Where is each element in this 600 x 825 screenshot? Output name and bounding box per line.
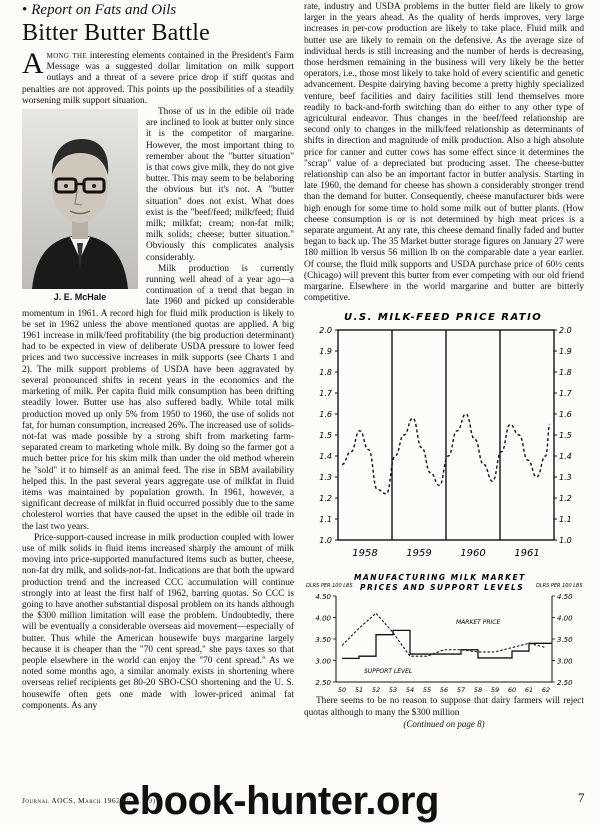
journal-footer: Journal AOCS, March 1962 (Vol. 39) <box>22 796 156 805</box>
chart2-left-unit: DLRS PER 100 LBS <box>306 583 353 590</box>
chart2-ytick-label-right: 3.00 <box>557 657 573 666</box>
chart2-title-line2: PRICES AND SUPPORT LEVELS <box>360 583 525 593</box>
lead-smallcaps: mong the <box>46 51 87 61</box>
chart2-ytick-label-right: 2.50 <box>557 679 573 688</box>
section-kicker: • Report on Fats and Oils <box>22 2 177 18</box>
chart1-ytick-label-right: 1.4 <box>559 452 572 462</box>
chart1-ytick-label-left: 1.1 <box>319 515 332 525</box>
chart2-year-label: 52 <box>371 686 381 695</box>
chart1-ytick-label-right: 1.6 <box>559 410 572 420</box>
chart2-title-line1: MANUFACTURING MILK MARKET <box>354 573 526 583</box>
paragraph-2: Those of us in the edible oil trade are inclined to look at butter only since it is the competitor of margarine. However, the most important thing to remember about the "butter situation" is that cows give milk, they do not give butter. This may seem to be belaboring the obvious but it's not. A "butter situation" does not exist. What does exist is the "beef/feed; milk/feed; fluid milk; milkfat; cream; non-fat milk; milk solids; cheese; butter situation." Obviously this complicates analysis considerably. <box>146 107 294 263</box>
watermark: ebook-hunter.org <box>118 779 439 823</box>
chart1-ytick-label-right: 1.2 <box>559 494 572 504</box>
paragraph-4: Price-support-caused increase in milk production coupled with lower use of milk solids in fluid items increased sharply the amount of milk moving into price-supported manufactured items such as butter, cheese, non-fat dry milk, and solids-not-fat. Indications are that both the upward production trend and the increased CCC accumulation will continue strongly into at least the first half of 1962, barring quotas. So CCC is going to have another substantial disposal problem on its hands although the $300 million limitation will ease the problem. Undoubtedly, there will be eventually a considerable overseas aid movement—especially of butter. Thus while the American housewife buys margarine largely because it is cheaper than the "70 cent spread," she pays taxes so that people elsewhere in the world can enjoy the "70 cent spread." As we noted some months ago, a similar anomaly exists in shortening where overseas relief recipients get 80-20 SBO-CSO shortening and the U. S. housewife often gets one made with lower-priced animal fat components. As any <box>22 532 294 711</box>
chart1-year-label: 1959 <box>406 548 432 560</box>
chart2-ytick-label-left: 4.50 <box>315 593 331 602</box>
chart1-ytick-label-right: 2.0 <box>559 326 572 336</box>
article-headline: Bitter Butter Battle <box>22 20 210 46</box>
chart1-ytick-label-right: 1.0 <box>559 536 572 546</box>
chart2-year-label: 55 <box>422 686 432 695</box>
chart2-year-label: 50 <box>337 686 347 695</box>
chart1-year-label: 1960 <box>460 548 486 560</box>
chart1-ytick-label-left: 1.4 <box>319 452 332 462</box>
chart2-ytick-label-right: 3.50 <box>557 636 573 645</box>
support-level-label: SUPPORT LEVEL <box>364 668 413 676</box>
chart1-ytick-label-right: 1.1 <box>559 515 572 525</box>
support-level-line <box>342 631 552 659</box>
chart1-year-label: 1961 <box>514 548 540 560</box>
chart1-ytick-label-left: 1.5 <box>319 431 332 441</box>
chart1-ytick-label-right: 1.7 <box>559 389 572 399</box>
left-column <box>22 2 294 712</box>
chart2-year-label: 60 <box>507 686 517 695</box>
chart1-ytick-label-right: 1.9 <box>559 347 572 357</box>
author-photo-block <box>22 109 138 302</box>
chart1-ytick-label-left: 1.3 <box>319 473 332 483</box>
market-price-support-chart <box>304 570 584 696</box>
market-price-line <box>342 614 546 657</box>
chart2-year-label: 54 <box>405 686 415 695</box>
chart2-year-label: 53 <box>388 686 398 695</box>
paragraph-5: rate, industry and USDA problems in the butter field are likely to grow larger in the years ahead. As the quality of herds improves, very large increases in per-cow production are likely to take place. Fluid milk and butter use are likely to remain on the defensive. As the average size of individual herds is still increasing and the number of herds is decreasing, those herdsmen remaining in the business will very likely be the better operators, i.e., those most likely to take hold of every scientific and genetic advancement. Despite dairying having become a pretty highly specialized venture, beef facilities and dairy facilities still lend themselves more readily to back-and-forth switching than do either to any other type of agricultural endeavor. Thus changes in the beef/feed relationship are second only to changes in the milk/feed relationship as determinants of shifts in direction and magnitude of milk production. Also a high absolute price for canner and cutter cows has some effect since it determines the "scrap" value of a depreciated but producing asset. The cheese-butter relationship can also be an important factor in butter analysis. Starting in late 1960, the demand for cheese has shown a considerably stronger trend than the demand for butter. Consequently, cheese manufacturer bids were high enough for some time to hold some milk out of butter plants. (How cheese consumption is or is not determined by high meat prices is a separate argument. At any rate, this cheese demand finally faded and butter began to back up. The 35 Market butter storage figures on January 27 were 180 million lb versus 56 million lb on the comparable date a year earlier. Of course, the fluid milk supports and USDA purchase price of 60½ cents (Chicago) will prevent this butter from ever competing with our old friend margarine. Elsewhere in the world margarine and butter are bitterly competitive. <box>304 2 584 304</box>
chart2-year-label: 51 <box>354 686 364 695</box>
chart2-year-label: 58 <box>473 686 483 695</box>
chart2-ytick-label-left: 2.50 <box>315 679 331 688</box>
right-column <box>304 2 584 729</box>
paragraph-6: There seems to be no reason to suppose that dairy farmers will reject quotas although to many the $300 million <box>304 696 584 718</box>
chart1-ytick-label-left: 1.2 <box>319 494 332 504</box>
chart1-ytick-label-right: 1.5 <box>559 431 572 441</box>
chart1-ytick-label-left: 1.6 <box>319 410 332 420</box>
chart1-ytick-label-left: 2.0 <box>319 326 332 336</box>
chart2-ytick-label-right: 4.00 <box>557 614 573 623</box>
drop-cap: A <box>22 47 44 80</box>
photo-caption: J. E. McHale <box>53 292 107 303</box>
chart2-year-label: 56 <box>439 686 449 695</box>
chart2-year-label: 61 <box>524 686 534 695</box>
chart2-year-label: 62 <box>541 686 551 695</box>
continued-note: (Continued on page 8) <box>403 718 485 729</box>
page-number: 7 <box>578 790 585 805</box>
chart1-ytick-label-left: 1.9 <box>319 347 332 357</box>
chart1-ytick-label-left: 1.0 <box>319 536 332 546</box>
chart1-ytick-label-left: 1.8 <box>319 368 332 378</box>
chart1-year-label: 1958 <box>352 548 378 560</box>
author-photo <box>22 109 138 289</box>
chart2-right-unit: DLRS PER 100 LBS <box>536 583 583 590</box>
lead-paragraph: Among the interesting elements contained in the President's Farm Message was a suggested dollar limitation on milk support outlays and a threat of a severe price drop if stiff quotas and penalties are not approved. This points up the possibilities of a steadily worsening milk support situation. <box>22 47 294 106</box>
chart2-ytick-label-left: 3.00 <box>315 657 331 666</box>
chart1-ytick-label-right: 1.8 <box>559 368 572 378</box>
chart1-title: U.S. MILK-FEED PRICE RATIO <box>344 312 543 324</box>
chart2-year-label: 59 <box>490 686 500 695</box>
paragraph-3: Milk production is currently running well ahead of a year ago—a continuation of a trend that began in late 1960 and picked up considerable momentum in 1961. A record high for fluid milk production is likely to be set in 1962 unless the above mentioned quotas are applied. A big 1961 increase in milk/feed profitability (the big production determinant) had to be expected in view of deliberate USDA pressure to lower feed prices and two successive increases in milk supports (see Charts 1 and 2). The milk support problems of USDA have been aggravated by several pronounced shifts in recent years in the economics and the marketing of milk. Per capita fluid milk consumption has been drifting steadily lower. Butter use has also suffered badly. While total milk production moved up only 5% from 1950 to 1960, the use of solids not fat, for human consumption, increased 26%. The increased use of solids-not-fat was made possible by a strong shift from marketing farm-separated cream to marketing whole milk. By doing so the farmer got a much better price for his skim milk than under the old method wherein he "sold" it to himself as an animal feed. The rise in SBM availability helped this. In the past several years aggregate use of milkfat in fluid items was maintained by population growth. In 1961, however, a significant decrease of milkfat in fluid occurred possibly due to the same cholesterol worries that have caused the upset in the edible oil trade in the last two years. <box>22 263 294 532</box>
market-price-label: MARKET PRICE <box>456 619 501 627</box>
chart1-ytick-label-left: 1.7 <box>319 389 332 399</box>
chart2-ytick-label-right: 4.50 <box>557 593 573 602</box>
chart2-year-label: 57 <box>456 686 466 695</box>
chart1-ytick-label-right: 1.3 <box>559 473 572 483</box>
chart2-ytick-label-left: 3.50 <box>315 636 331 645</box>
chart2-ytick-label-left: 4.00 <box>315 614 331 623</box>
milk-feed-ratio-chart <box>304 308 584 568</box>
